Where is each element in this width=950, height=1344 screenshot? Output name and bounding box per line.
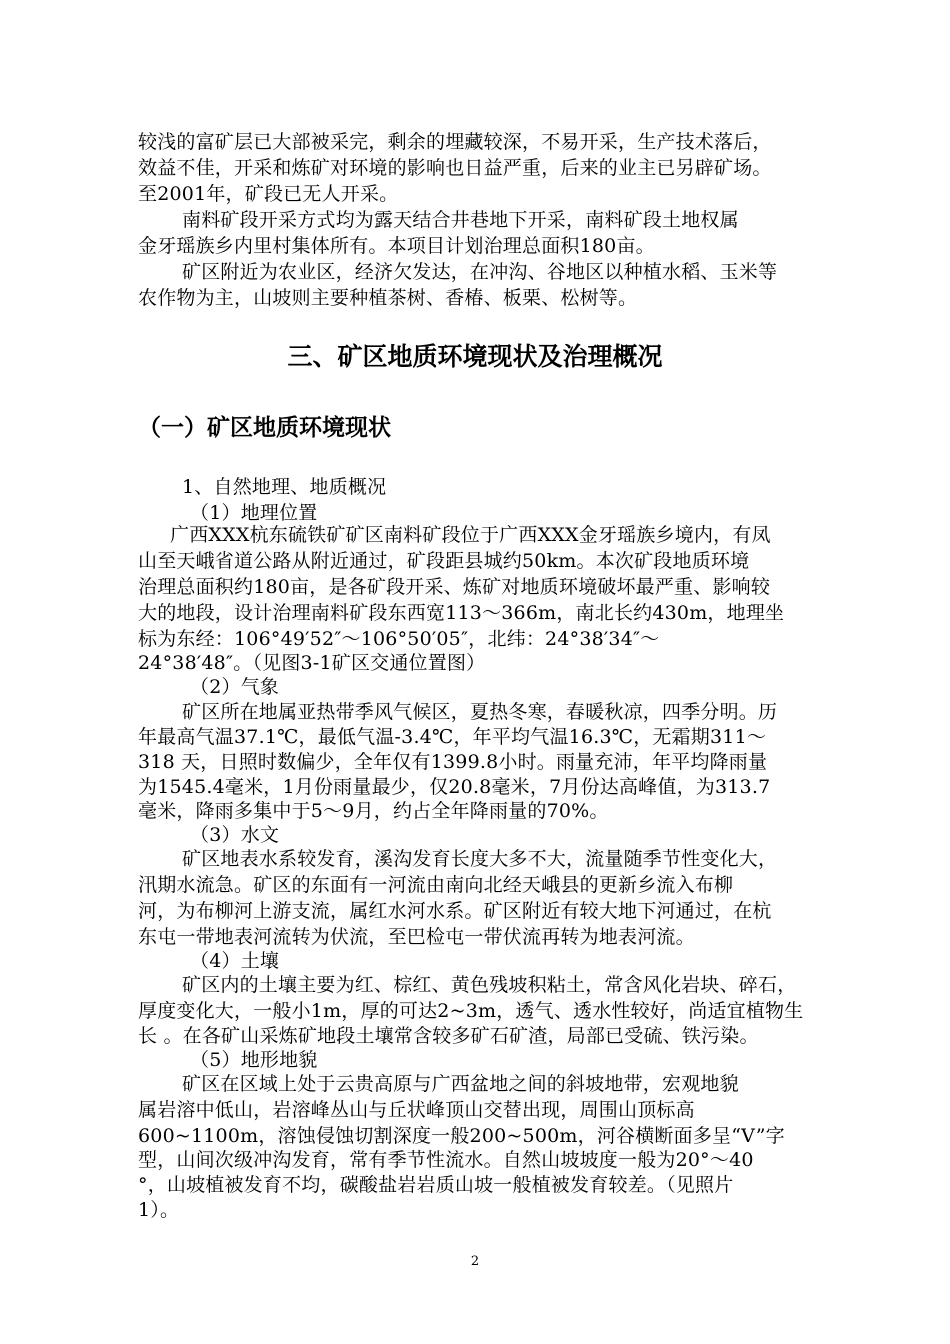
text-line: 1）。 [138,1199,180,1221]
text-line: 广西XXX杭东硫铁矿矿区南料矿段位于广西XXX金牙瑶族乡境内，有凤 [170,524,771,546]
text-line: 南料矿段开采方式均为露天结合井巷地下开采，南料矿段土地权属 [182,209,739,231]
text-line: 属岩溶中低山，岩溶峰丛山与丘状峰顶山交替出现，周围山顶标高 [138,1099,695,1121]
text-line: 长 。在各矿山采炼矿地段土壤常含较多矿石矿渣，局部已受硫、铁污染。 [138,1025,759,1047]
text-line: 矿区地表水系较发育，溪沟发育长度大多不大，流量随季节性变化大， [182,848,778,870]
text-line: 年最高气温37.1℃，最低气温-3.4℃，年平均气温16.3℃，无霜期311～ [138,726,767,748]
text-line: 山至天峨省道公路从附近通过，矿段距县城约50km。本次矿段地质环境 [138,550,750,572]
text-line: 矿区附近为农业区，经济欠发达，在冲沟、谷地区以种植水稻、玉米等 [182,261,778,283]
text-line: 矿区在区域上处于云贵高原与广西盆地之间的斜坡地带，宏观地貌 [182,1073,739,1095]
text-line: 汛期水流急。矿区的东面有一河流由南向北经天峨县的更新乡流入布柳 [138,874,734,896]
text-line: 为1545.4毫米，1月份雨量最少，仅20.8毫米，7月份达高峰值，为313.7 [138,776,771,798]
item-title: 1、自然地理、地质概况 [182,476,387,498]
text-line: °，山坡植被发育不均，碳酸盐岩岩质山坡一般植被发育较差。（见照片 [138,1174,734,1196]
text-line: 大的地段，设计治理南料矿段东西宽113～366m，南北长约430m，地理坐 [138,602,785,624]
text-line: 金牙瑶族乡内里村集体所有。本项目计划治理总面积180亩。 [138,235,655,257]
section-title: 三、矿区地质环境现状及治理概况 [287,342,663,371]
text-line: 318 天，日照时数偏少，全年仅有1399.8小时。雨量充沛，年平均降雨量 [138,751,768,773]
text-line: 型，山间次级冲沟发育，常有季节性流水。自然山坡坡度一般为20°～40 [138,1149,754,1171]
text-line: 治理总面积约180亩，是各矿段开采、炼矿对地质环境破坏最严重、影响较 [138,576,771,598]
text-line: 600~1100m，溶蚀侵蚀切割深度一般200~500m，河谷横断面多呈“V”字 [138,1125,785,1147]
geo-location-title: （1）地理位置 [190,502,318,524]
text-line: 东屯一带地表河流转为伏流，至巴检屯一带伏流再转为地表河流。 [138,926,695,948]
page-number: 2 [470,1254,480,1269]
text-line: 矿区内的土壤主要为红、棕红、黄色残坡积粘土，常含风化岩块、碎石， [182,974,797,996]
text-line: 厚度变化大，一般小1m，厚的可达2~3m，透气、透水性较好，尚适宜植物生 [138,1000,804,1022]
text-line: 矿区所在地属亚热带季风气候区，夏热冬寒，春暖秋凉，四季分明。历 [182,701,778,723]
subsection-title: （一）矿区地质环境现状 [138,415,391,441]
hydrology-title: （3）水文 [190,824,280,846]
text-line: 24°38′48″。（见图3-1矿区交通位置图） [138,652,486,674]
soil-title: （4）土壤 [190,950,280,972]
text-line: 至2001年，矿段已无人开采。 [138,183,399,205]
text-line: 农作物为主，山坡则主要种植茶树、香椿、板栗、松树等。 [138,287,638,309]
landform-title: （5）地形地貌 [190,1049,318,1071]
text-line: 较浅的富矿层已大部被采完，剩余的埋藏较深，不易开采，生产技术落后， [138,131,772,153]
text-line: 河，为布柳河上游支流，属红水河水系。矿区附近有较大地下河通过，在杭 [138,900,772,922]
text-line: 毫米，降雨多集中于5～9月，约占全年降雨量的70%。 [138,800,609,822]
climate-title: （2）气象 [190,676,280,698]
text-line: 效益不佳，开采和炼矿对环境的影响也日益严重，后来的业主已另辟矿场。 [138,157,772,179]
text-line: 标为东经：106°49′52″～106°50′05″，北纬：24°38′34″～ [138,628,660,650]
